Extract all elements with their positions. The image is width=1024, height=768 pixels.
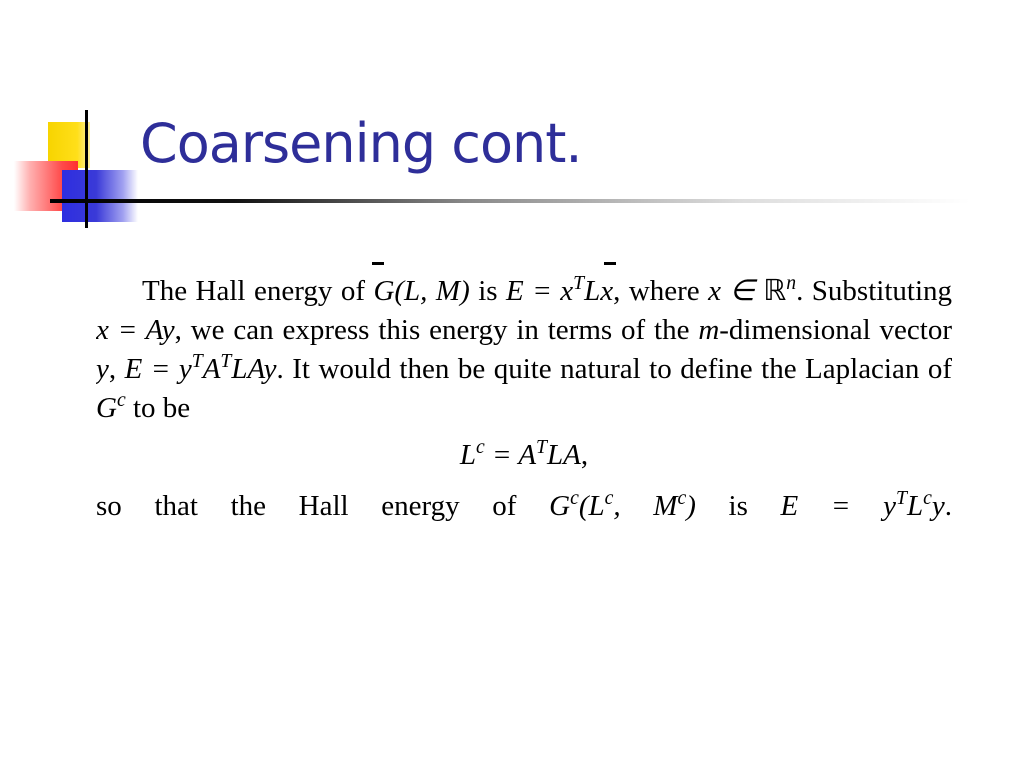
text-run: , where [613, 275, 709, 307]
math-part: y [931, 490, 945, 522]
text-run: . [944, 490, 952, 522]
math-superscript: c [570, 487, 579, 510]
math-part: L [907, 490, 924, 522]
title-ornament [0, 0, 150, 240]
text-run: is [695, 490, 781, 522]
slide-title: Coarsening cont. [140, 112, 582, 175]
math-part: ℝ [763, 275, 787, 307]
math-expression: y [96, 353, 109, 385]
text-run: to be [125, 392, 191, 424]
clipped-glyph-mark [604, 262, 616, 265]
text-run: . It would then be quite natural to define the Laplacian of [276, 353, 952, 385]
math-superscript: T [536, 436, 548, 459]
ornament-vertical-line [85, 110, 88, 228]
math-part: LA [547, 439, 581, 471]
math-part: Lx [584, 275, 614, 307]
body-paragraph [96, 272, 952, 428]
title-underline [50, 199, 970, 203]
math-part: , [580, 439, 589, 471]
math-superscript: T [896, 487, 907, 510]
math-part: E = y [780, 490, 897, 522]
math-part: (L [578, 490, 605, 522]
math-part: A [202, 353, 221, 385]
math-expression [780, 487, 945, 522]
math-part: E = y [124, 353, 192, 385]
math-superscript: c [604, 487, 614, 510]
math-part: G [96, 392, 117, 424]
math-expression: x = Ay [96, 314, 175, 346]
display-equation [96, 436, 952, 475]
math-superscript: T [191, 350, 203, 373]
math-expression [96, 389, 126, 424]
ornament-blue-square [62, 170, 138, 222]
math-superscript: c [476, 436, 485, 459]
text-run: -dimensional vector [719, 314, 952, 346]
slide-body [96, 272, 952, 576]
math-superscript: c [923, 487, 932, 510]
math-part: ) [686, 490, 696, 522]
text-run: is [469, 275, 507, 307]
math-expression: m [698, 314, 720, 346]
text-run: , we can express this energy in terms of the [174, 314, 699, 346]
math-expression [124, 350, 277, 385]
math-part: = A [484, 439, 537, 471]
math-part: L [459, 439, 477, 471]
text-run: , [108, 353, 125, 385]
math-superscript: c [116, 389, 126, 412]
math-expression [506, 272, 614, 307]
math-expression [763, 272, 797, 307]
math-superscript: c [677, 487, 687, 510]
math-expression: x ∈ [708, 275, 755, 307]
math-superscript: T [220, 350, 232, 373]
math-expression [549, 487, 696, 522]
text-run: so that the Hall energy of [96, 490, 550, 522]
math-part: E = x [506, 275, 574, 307]
math-superscript: n [786, 272, 797, 295]
math-part: LAy [231, 353, 277, 385]
math-part: , M [613, 490, 678, 522]
math-part: G [549, 490, 571, 522]
body-paragraph [96, 487, 952, 526]
text-run: . Substituting [796, 275, 952, 307]
clipped-glyph-mark [372, 262, 384, 265]
text-run: The Hall energy of [142, 275, 374, 307]
math-superscript: T [573, 272, 585, 295]
math-expression: G(L, M) [373, 275, 470, 307]
